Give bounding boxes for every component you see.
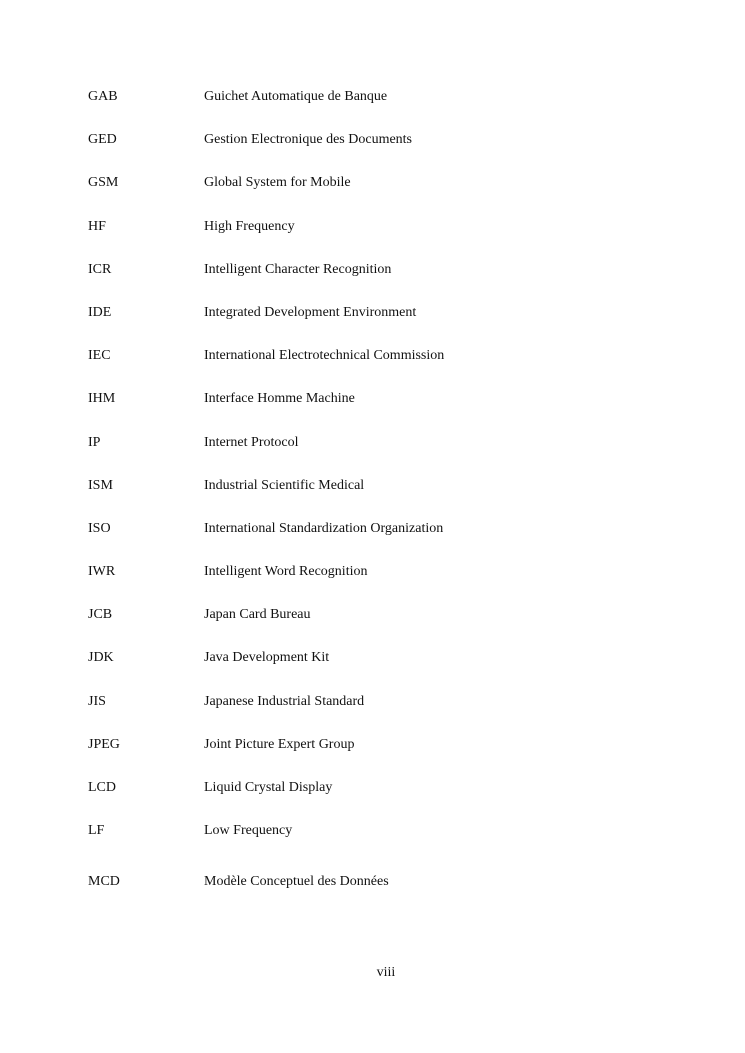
abbreviation-row-iec: [88, 347, 688, 390]
abbreviation-meaning: Interface Homme Machine: [204, 391, 355, 407]
abbreviation-meaning: Japan Card Bureau: [204, 607, 311, 623]
abbreviation-code: GAB: [88, 89, 118, 104]
abbreviation-meaning: Java Development Kit: [204, 650, 330, 666]
abbreviation-code: IHM: [88, 391, 116, 407]
abbreviation-code: LF: [88, 823, 105, 839]
abbreviation-row-ihm: [88, 390, 688, 433]
abbreviation-row-jdk: [88, 649, 688, 692]
abbreviation-meaning: High Frequency: [204, 218, 295, 234]
abbreviation-row-gab: [88, 88, 688, 131]
abbreviation-code: JDK: [88, 650, 114, 666]
abbreviation-code: IP: [88, 434, 101, 450]
abbreviation-row-iso: [88, 520, 688, 563]
abbreviation-code: MCD: [88, 874, 120, 890]
page-number: viii: [376, 965, 396, 980]
abbreviation-code: ISM: [88, 477, 113, 493]
abbreviation-list: [88, 88, 688, 917]
abbreviation-code: JIS: [88, 693, 106, 709]
abbreviation-meaning: Industrial Scientific Medical: [204, 477, 365, 493]
abbreviation-code: IDE: [88, 304, 112, 320]
abbreviation-code: JPEG: [88, 736, 120, 752]
abbreviation-meaning: Modèle Conceptuel des Données: [204, 874, 389, 890]
abbreviation-code: JCB: [88, 607, 113, 623]
abbreviation-code: ICR: [88, 261, 112, 277]
abbreviation-meaning: Liquid Crystal Display: [204, 780, 333, 795]
abbreviation-code: GSM: [88, 175, 119, 191]
abbreviation-code: IWR: [88, 564, 116, 580]
abbreviation-meaning: Intelligent Character Recognition: [204, 261, 392, 277]
abbreviation-row-mcd: [88, 873, 688, 916]
abbreviation-meaning: Internet Protocol: [204, 434, 299, 450]
abbreviation-meaning: International Standardization Organization: [204, 520, 444, 536]
abbreviation-meaning: Gestion Electronique des Documents: [204, 132, 413, 148]
abbreviation-row-ism: [88, 477, 688, 520]
abbreviation-meaning: Integrated Development Environment: [204, 304, 417, 320]
abbreviation-code: IEC: [88, 348, 111, 364]
abbreviation-row-icr: [88, 261, 688, 304]
abbreviation-row-iwr: [88, 563, 688, 606]
abbreviation-code: LCD: [88, 780, 116, 795]
abbreviation-meaning: Global System for Mobile: [204, 175, 351, 191]
abbreviation-row-lf: [88, 822, 688, 865]
abbreviation-meaning: Joint Picture Expert Group: [204, 736, 355, 752]
abbreviation-row-ip: [88, 434, 688, 477]
abbreviation-code: GED: [88, 132, 117, 148]
abbreviation-meaning: Low Frequency: [204, 823, 293, 839]
abbreviation-code: HF: [88, 218, 106, 234]
abbreviation-meaning: Guichet Automatique de Banque: [204, 89, 388, 104]
abbreviation-row-ged: [88, 131, 688, 174]
abbreviation-row-jis: [88, 693, 688, 736]
abbreviation-meaning: Japanese Industrial Standard: [204, 693, 365, 709]
abbreviation-row-hf: [88, 218, 688, 261]
abbreviation-row-lcd: [88, 779, 688, 822]
abbreviation-row-gsm: [88, 174, 688, 217]
abbreviation-meaning: Intelligent Word Recognition: [204, 564, 368, 580]
abbreviation-row-ide: [88, 304, 688, 347]
abbreviation-code: ISO: [88, 520, 111, 536]
abbreviation-row-jcb: [88, 606, 688, 649]
abbreviation-row-jpeg: [88, 736, 688, 779]
abbreviation-meaning: International Electrotechnical Commission: [204, 348, 445, 364]
